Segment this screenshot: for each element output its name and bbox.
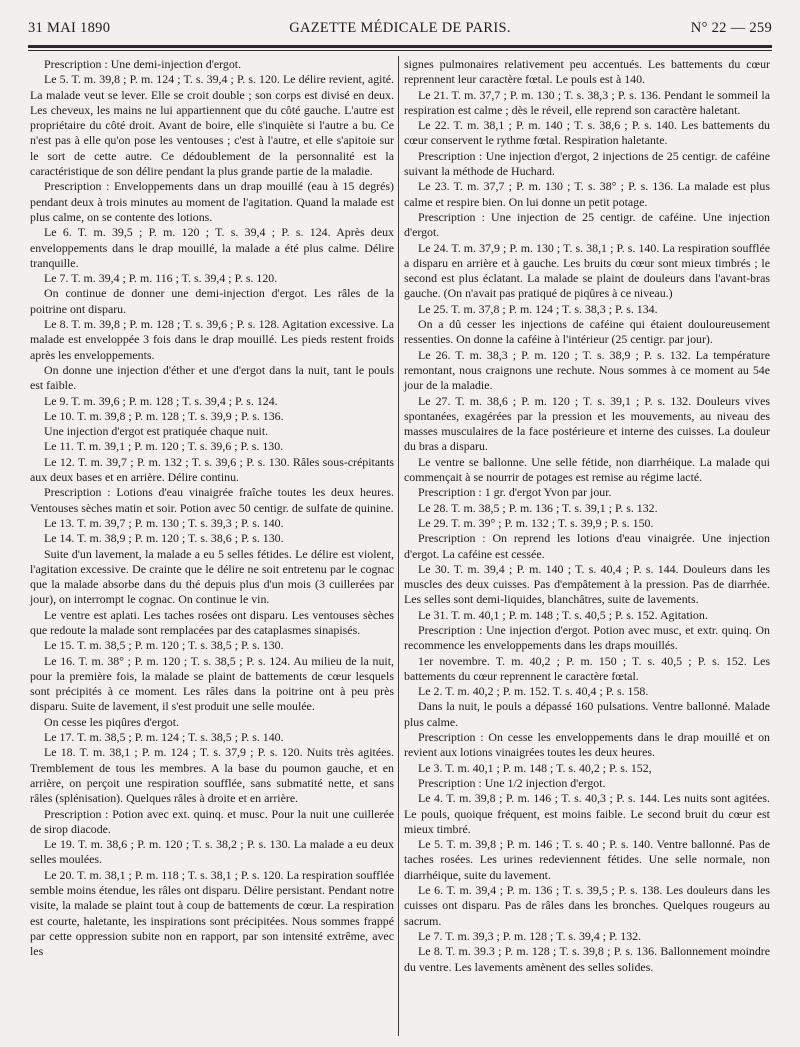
paragraph: Le 19. T. m. 38,6 ; P. m. 120 ; T. s. 38,2 ; P. s. 130. La malade a eu deux selles moulées. xyxy=(30,837,394,867)
paragraph: Le 16. T. m. 38° ; P. m. 120 ; T. s. 38,5 ; P. s. 124. Au milieu de la nuit, pour la première fois, la malade se plaint de battements de cœur lesquels sont précipités à ce moment. Les râles dans la poitrine ont à peu près disparu. Suite de lavement, il s'est produit une selle moulée. xyxy=(30,653,394,714)
paragraph: Prescription : Une demi-injection d'ergot. xyxy=(44,57,242,71)
header-rule-thick xyxy=(28,45,772,48)
paragraph: On a dû cesser les injections de caféine qui étaient douloureusement ressenties. On donne la caféine à l'intérieur (25 centigr. par jour). xyxy=(404,317,770,347)
right-column xyxy=(404,57,770,975)
paragraph: Le 30. T. m. 39,4 ; P. m. 140 ; T. s. 40,4 ; P. s. 144. Douleurs dans les muscles des deux cuisses. Pas d'empâtement à la pression. Pas de diarrhée. Les selles sont demi-liquides, blanchâtres, suite de lavements. xyxy=(404,561,770,607)
paragraph: Le 31. T. m. 40,1 ; P. m. 148 ; T. s. 40,5 ; P. s. 152. Agitation. xyxy=(418,607,708,622)
journal-title: GAZETTE MÉDICALE DE PARIS. xyxy=(289,20,511,36)
paragraph: Le 15. T. m. 38,5 ; P. m. 120 ; T. s. 38,5 ; P. s. 130. xyxy=(44,638,284,653)
paragraph: Le 8. T. m. 39,8 ; P. m. 128 ; T. s. 39,6 ; P. s. 128. Agitation excessive. La malade est enveloppée 3 fois dans le drap mouillé. Les pieds restent froids après les enveloppements. xyxy=(30,317,394,362)
paragraph: Prescription : Une injection de 25 centigr. de caféine. Une injection d'ergot. xyxy=(404,209,770,240)
paragraph: Le 23. T. m. 37,7 ; P. m. 130 ; T. s. 38° ; P. s. 136. La malade est plus calme et respire bien. On lui donne un petit potage. xyxy=(404,179,770,209)
paragraph: Le 5. T. m. 39,8 ; P. m. 146 ; T. s. 40 ; P. s. 140. Ventre ballonné. Pas de taches rosées. Les urines redeviennent fétides. Une selle normale, non diarrhéique, suite du lavement. xyxy=(404,837,770,882)
issue-page-number: N° 22 — 259 xyxy=(690,20,772,36)
paragraph: Le 2. T. m. 40,2 ; P. m. 152. T. s. 40,4 ; P. s. 158. xyxy=(418,684,649,699)
paragraph: Le 18. T. m. 38,1 ; P. m. 124 ; T. s. 37,9 ; P. s. 120. Nuits très agitées. Tremblement de tous les membres. A la base du poumon gauche, et en arrière, on perçoit une respiration soufflée, sans submatité nette, et sans râles (splénisation). Quelques râles à droite et en arrière. xyxy=(30,745,394,806)
paragraph: Prescription : Potion avec ext. quinq. et musc. Pour la nuit une cuillerée de sirop diacode. xyxy=(30,806,394,836)
paragraph: Suite d'un lavement, la malade a eu 5 selles fétides. Le délire est violent, l'agitation excessive. De crainte que le délire ne soit entretenu par le cognac que la malade absorbe dans du thé depuis plus d'un mois (3 cuillerées par jour), on interrompt le cognac. On continue le vin. xyxy=(30,546,394,607)
paragraph: Le 5. T. m. 39,8 ; P. m. 124 ; T. s. 39,4 ; P. s. 120. Le délire revient, agité. La malade veut se lever. Elle se croit double ; son corps est divisé en deux. Les cheveux, les mains ne lui appartiennent que du côté gauche. L'autre est propriétaire du côté droit. Avant de boire, elle s'inquiète si l'autre a bu. Ce n'est pas à elle qu'on pose les ventouses ; c'est à l'autre, et elle s'apitoie sur le sort de cette autre. Ce dédoublement de la personnalité est la caractéristique de son délire pendant la plus grande partie de la maladie. xyxy=(30,72,394,179)
paragraph: Le 9. T. m. 39,6 ; P. m. 128 ; T. s. 39,4 ; P. s. 124. xyxy=(44,393,278,408)
column-divider xyxy=(398,56,399,1036)
paragraph: Le 6. T. m. 39,4 ; P. m. 136 ; T. s. 39,5 ; P. s. 138. Les douleurs dans les cuisses ont disparu. Pas de râles dans les bronches. Quelques rougeurs au sacrum. xyxy=(404,883,770,928)
paragraph: Le 25. T. m. 37,8 ; P. m. 124 ; T. s. 38,3 ; P. s. 134. xyxy=(418,301,658,316)
paragraph: Prescription : On reprend les lotions d'eau vinaigrée. Une injection d'ergot. La caféine est cessée. xyxy=(404,531,770,561)
paragraph: Le ventre se ballonne. Une selle fétide, non diarrhéique. La malade qui commençait à se nourrir de potages est remise au régime lacté. xyxy=(404,454,770,485)
paragraph: Prescription : On cesse les enveloppements dans le drap mouillé et on revient aux lotions vinaigrées toutes les deux heures. xyxy=(404,730,770,760)
paragraph: Le 12. T. m. 39,7 ; P. m. 132 ; T. s. 39,6 ; P. s. 130. Râles sous-crépitants aux deux bases et en arrière. Délire continu. xyxy=(30,454,394,485)
paragraph: On donne une injection d'éther et une d'ergot dans la nuit, tant le pouls est faible. xyxy=(30,362,394,393)
paragraph: Le 17. T. m. 38,5 ; P. m. 124 ; T. s. 38,5 ; P. s. 140. xyxy=(44,730,284,745)
paragraph: signes pulmonaires relativement peu accentués. Les battements du cœur reprennent leur caractère fœtal. Le pouls est à 140. xyxy=(404,57,770,87)
paragraph: Le 14. T. m. 38,9 ; P. m. 120 ; T. s. 38,6 ; P. s. 130. xyxy=(44,531,284,546)
paragraph: Le 22. T. m. 38,1 ; P. m. 140 ; T. s. 38,6 ; P. s. 140. Les battements du cœur conservent le rythme fœtal. Respiration haletante. xyxy=(404,118,770,148)
paragraph: Prescription : Enveloppements dans un drap mouillé (eau à 15 degrés) pendant deux à trois minutes au moment de l'agitation. Quand la malade est plus calme, on se contente des lotions. xyxy=(30,179,394,224)
paragraph: Prescription : Une injection d'ergot. Potion avec musc, et extr. quinq. On recommence les enveloppements dans les draps mouillés. xyxy=(404,622,770,653)
paragraph: Le 11. T. m. 39,1 ; P. m. 120 ; T. s. 39,6 ; P. s. 130. xyxy=(44,439,284,454)
paragraph: Le 27. T. m. 38,6 ; P. m. 120 ; T. s. 39,1 ; P. s. 132. Douleurs vives spontanées, exagérées par la pression et les mouvements, au niveau des masses musculaires de la face postérieure et interne des cuisses. La douleur du bras a disparu. xyxy=(404,393,770,454)
paragraph: Le 28. T. m. 38,5 ; P. m. 136 ; T. s. 39,1 ; P. s. 132. xyxy=(418,500,658,515)
paragraph: Le 20. T. m. 38,1 ; P. m. 118 ; T. s. 38,1 ; P. s. 120. La respiration soufflée semble moins étendue, les râles ont disparu. Délire persistant. Pendant notre visite, la malade se plaint tout à coup de battements de cœur. La respiration est courte, haletante, les inspirations sont précipitées. Nous sommes frappé par cette oppression subite non en rapport, par son intensité extrême, avec les xyxy=(30,867,394,959)
paragraph: Une injection d'ergot est pratiquée chaque nuit. xyxy=(44,424,269,439)
paragraph: Le 29. T. m. 39° ; P. m. 132 ; T. s. 39,9 ; P. s. 150. xyxy=(418,515,654,530)
paragraph: Le 6. T. m. 39,5 ; P. m. 120 ; T. s. 39,4 ; P. s. 124. Après deux enveloppements dans le drap mouillé, la malade a été plus calme. Délire tranquille. xyxy=(30,225,394,270)
paragraph: Le 8. T. m. 39.3 ; P. m. 128 ; T. s. 39,8 ; P. s. 136. Ballonnement moindre du ventre. Les lavements amènent des selles solides. xyxy=(404,944,770,974)
paragraph: Le 26. T. m. 38,3 ; P. m. 120 ; T. s. 38,9 ; P. s. 132. La température remontant, nous craignons une rechute. Nous sommes à ce moment au 54e jour de la maladie. xyxy=(404,347,770,393)
paragraph: Prescription : Une 1/2 injection d'ergot. xyxy=(418,775,606,790)
paragraph: Dans la nuit, le pouls a dépassé 160 pulsations. Ventre ballonné. Malade plus calme. xyxy=(404,699,770,729)
paragraph: On continue de donner une demi-injection d'ergot. Les râles de la poitrine ont disparu. xyxy=(30,286,394,316)
paragraph: Prescription : Lotions d'eau vinaigrée fraîche toutes les deux heures. Ventouses sèches matin et soir. Potion avec 50 centigr. de sulfate de quinine. xyxy=(30,485,394,515)
page-header xyxy=(28,20,772,42)
paragraph: Le 24. T. m. 37,9 ; P. m. 130 ; T. s. 38,1 ; P. s. 140. La respiration soufflée a disparu en arrière et à gauche. Les bruits du cœur sont mieux timbrés ; le second est plus éclatant. La malade se plaint de douleurs dans l'avant-bras gauche. (On n'avait pas pratiqué de piqûres à ce niveau.) xyxy=(404,240,770,301)
paragraph: Prescription : 1 gr. d'ergot Yvon par jour. xyxy=(418,485,612,500)
paragraph: Prescription : Une injection d'ergot, 2 injections de 25 centigr. de caféine suivant la méthode de Huchard. xyxy=(404,148,770,179)
paragraph: Le 4. T. m. 39,8 ; P. m. 146 ; T. s. 40,3 ; P. s. 144. Les nuits sont agitées. Le pouls, quoique fréquent, est moins faible. Le second bruit du cœur est mieux timbré. xyxy=(404,791,770,836)
paragraph: Le 13. T. m. 39,7 ; P. m. 130 ; T. s. 39,3 ; P. s. 140. xyxy=(44,515,284,530)
paragraph: Le ventre est aplati. Les taches rosées ont disparu. Les ventouses sèches que redoute la malade sont remplacées par des cataplasmes sinapisés. xyxy=(30,607,394,637)
paragraph: Le 10. T. m. 39,8 ; P. m. 128 ; T. s. 39,9 ; P. s. 136. xyxy=(44,408,284,423)
paragraph: Le 7. T. m. 39,4 ; P. m. 116 ; T. s. 39,4 ; P. s. 120. xyxy=(44,271,278,286)
paragraph: On cesse les piqûres d'ergot. xyxy=(44,714,180,729)
paragraph: Le 3. T. m. 40,1 ; P. m. 148 ; T. s. 40,2 ; P. s. 152, xyxy=(418,760,652,775)
paragraph: Le 7. T. m. 39,3 ; P. m. 128 ; T. s. 39,4 ; P. 132. xyxy=(418,928,642,943)
header-rule-thin xyxy=(28,50,772,51)
paragraph: Le 21. T. m. 37,7 ; P. m. 130 ; T. s. 38,3 ; P. s. 136. Pendant le sommeil la respiration est calme ; dès le réveil, elle reprend son caractère haletant. xyxy=(404,87,770,117)
paragraph: 1er novembre. T. m. 40,2 ; P. m. 150 ; T. s. 40,5 ; P. s. 152. Les battements du cœur reprennent le caractère fœtal. xyxy=(404,653,770,683)
issue-date: 31 MAI 1890 xyxy=(28,20,111,36)
left-column xyxy=(30,57,394,960)
